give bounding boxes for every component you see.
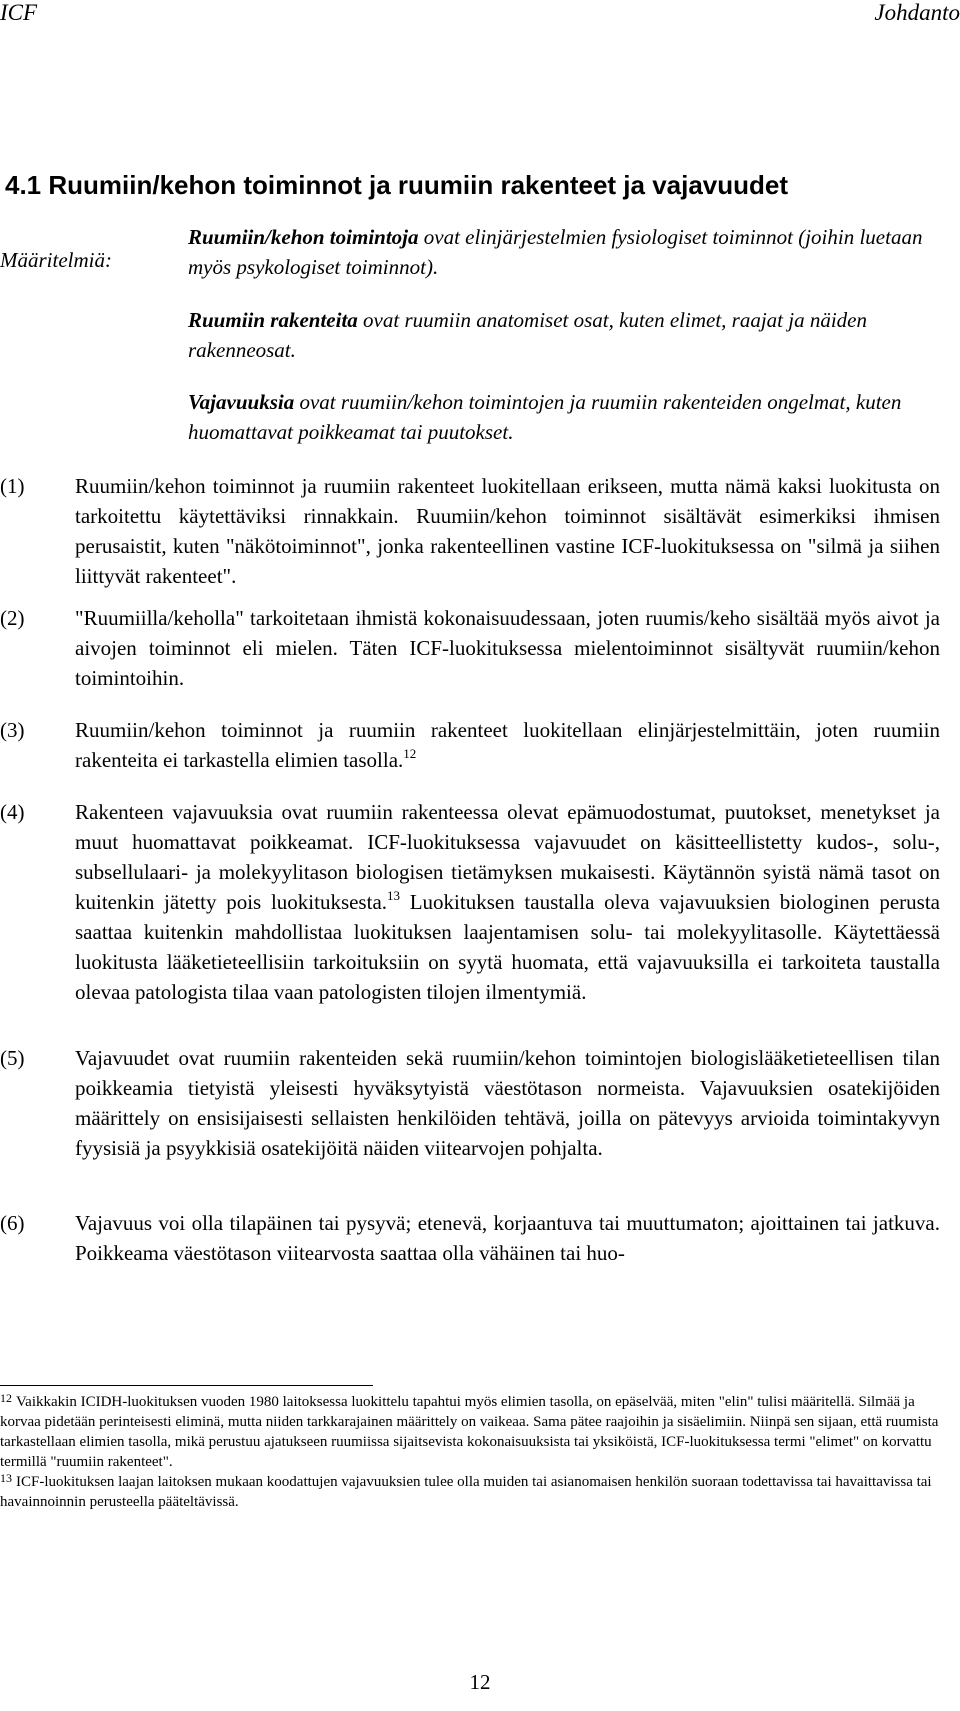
list-item — [0, 603, 940, 693]
footnote-ref: 13 — [387, 888, 401, 903]
item-number: (4) — [0, 800, 25, 824]
item-text-container — [75, 715, 940, 775]
list-item — [0, 715, 940, 775]
definitions-label: Määritelmiä: — [0, 248, 112, 272]
definition-body-functions — [188, 222, 948, 282]
item-text-continued: Luokituksen taustalla oleva vajavuuksien biologinen perusta saattaa kuitenkin mahdollistaa luokituksen laajentamisen solu- tai molekyylitasolle. Käytettäessä luokitusta lääketieteellisiin tarkoituksiin on syytä huomata, että vajavuuksilla ei tarkoiteta taustalla olevaa patologista tilaa vaan patologisten tilojen ilmentymiä. — [75, 890, 940, 1004]
definition-text: ovat ruumiin anatomiset osat, kuten elimet, raajat ja näiden rakenneosat. — [188, 308, 867, 362]
header-left-title: ICF — [0, 0, 38, 25]
item-text-container — [75, 797, 940, 1007]
section-title: 4.1 Ruumiin/kehon toiminnot ja ruumiin rakenteet ja vajavuudet — [5, 170, 789, 200]
item-text: Ruumiin/kehon toiminnot ja ruumiin rakenteet luokitellaan erikseen, mutta nämä kaksi luokitusta on tarkoitettu käytettäviksi rinnakkain. Ruumiin/kehon toiminnot sisältävät esimerkiksi ihmisen perusaistit, kuten "näkötoiminnot", jonka rakenteellinen vastine ICF-luokituksessa on "silmä ja siihen liittyvät rakenteet". — [75, 474, 940, 588]
page-number: 12 — [469, 1670, 491, 1694]
definition-body-structures — [188, 305, 948, 365]
item-number: (1) — [0, 474, 25, 498]
footnote-13 — [0, 1472, 940, 1512]
header-right-title: Johdanto — [874, 0, 960, 25]
footnote-ref: 12 — [403, 746, 417, 761]
footnote-text: Vaikkakin ICIDH-luokituksen vuoden 1980 laitoksessa luokittelu tapahtui myös elimien tasolla, on epäselvää, miten "elin" tulisi määritellä. Silmää ja korvaa pidetään perinteisesti eliminä, mutta niiden tarkkarajainen määrittely on vaikeaa. Sama pätee raajoihin ja sisäelimiin. Niinpä sen sijaan, että ruumista tarkastellaan elimien tasolla, mikä perustuu ajatukseen ruumiissa sijaitsevista kokonaisuuksista tai yksiköistä, ICF-luokituksessa termi "elimet" on korvattu termillä "ruumiin rakenteet". — [0, 1394, 939, 1470]
footnote-number: 13 — [0, 1471, 12, 1485]
item-text: Vajavuudet ovat ruumiin rakenteiden sekä ruumiin/kehon toimintojen biologislääketieteellisen tilan poikkeamia tietyistä yleisesti hyväksytyistä väestötason normeista. Vajavuuksien osatekijöiden määrittely on ensisijaisesti sellaisten henkilöiden tehtävä, joilla on pätevyys arvioida toimintakyvyn fyysisiä ja psyykkisiä osatekijöitä näiden viitearvojen pohjalta. — [75, 1046, 940, 1160]
item-text: "Ruumiilla/keholla" tarkoitetaan ihmistä kokonaisuudessaan, joten ruumis/keho sisältää myös aivot ja aivojen toiminnot eli mielen. Täten ICF-luokituksessa mielentoiminnot sisältyvät ruumiin/kehon toimintoihin. — [75, 606, 940, 690]
item-text: Rakenteen vajavuuksia ovat ruumiin rakenteessa olevat epämuodostumat, puutokset, menetykset ja muut huomattavat poikkeamat. ICF-luokituksessa vajavuudet on käsitteellistetty kudos-, solu-, subsellulaari- ja molekyylitason biologisen tietämyksen mukaisesti. Käytännön syistä nämä tasot on kuitenkin jätetty pois luokituksesta. — [75, 800, 940, 914]
footnote-number: 12 — [0, 1391, 12, 1405]
definition-term: Ruumiin/kehon toimintoja — [188, 225, 419, 249]
item-text: Ruumiin/kehon toiminnot ja ruumiin rakenteet luokitellaan elinjärjestelmittäin, joten ruumiin rakenteita ei tarkastella elimien tasolla. — [75, 718, 940, 772]
footnote-divider — [0, 1385, 373, 1386]
list-item — [0, 471, 940, 591]
item-number: (2) — [0, 606, 25, 630]
list-item — [0, 797, 940, 1007]
definition-term: Vajavuuksia — [188, 390, 295, 414]
footnotes — [0, 1392, 940, 1512]
definition-text: ovat ruumiin/kehon toimintojen ja ruumiin rakenteiden ongelmat, kuten huomattavat poikkeamat tai puutokset. — [188, 390, 902, 444]
item-number: (3) — [0, 718, 25, 742]
list-item — [0, 1043, 940, 1163]
definition-text: ovat elinjärjestelmien fysiologiset toiminnot (joihin luetaan myös psykologiset toiminnot). — [188, 225, 923, 279]
definition-impairments — [188, 387, 948, 447]
definition-term: Ruumiin rakenteita — [188, 308, 358, 332]
item-text: Vajavuus voi olla tilapäinen tai pysyvä; etenevä, korjaantuva tai muuttumaton; ajoittainen tai jatkuva. Poikkeama väestötason viitearvosta saattaa olla vähäinen tai huo- — [75, 1211, 940, 1265]
footnote-12 — [0, 1392, 940, 1472]
footnote-text: ICF-luokituksen laajan laitoksen mukaan koodattujen vajavuuksien tulee olla muiden tai asianomaisen henkilön suoraan todettavissa tai havaittavissa tai havainnoinnin perusteella pääteltävissä. — [0, 1474, 932, 1510]
list-item — [0, 1208, 940, 1268]
item-number: (6) — [0, 1211, 25, 1235]
item-number: (5) — [0, 1046, 25, 1070]
